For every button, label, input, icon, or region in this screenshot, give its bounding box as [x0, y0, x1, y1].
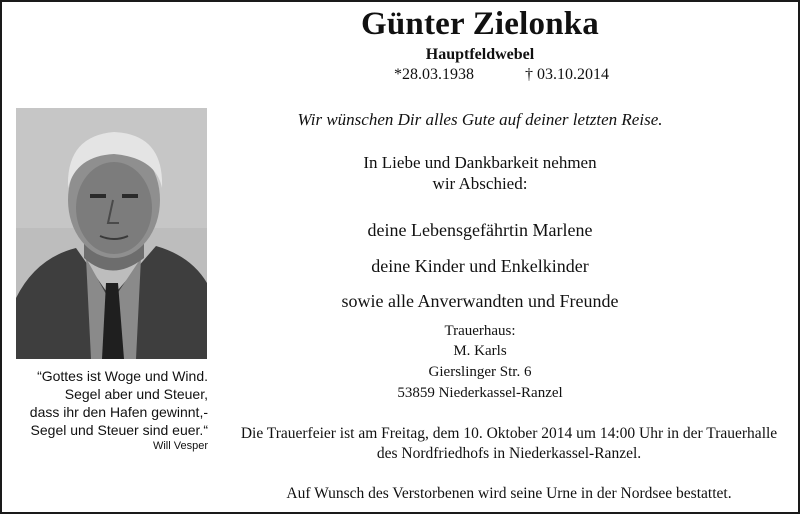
farewell-line-1: In Liebe und Dankbarkeit nehmen — [363, 153, 597, 172]
mourner-relatives: sowie alle Anverwandten und Freunde — [341, 291, 619, 311]
quote-line: Segel aber und Steuer, — [64, 386, 208, 402]
ceremony-line-1: Die Trauerfeier ist am Freitag, dem 10. Oktober 2014 um 14:00 Uhr in der Trauerhalle — [240, 425, 778, 442]
mourner-partner: deine Lebensgefährtin Marlene — [367, 220, 593, 240]
house-label: Trauerhaus: — [444, 323, 516, 339]
death-date: † 03.10.2014 — [525, 66, 609, 83]
birth-date: *28.03.1938 — [394, 66, 474, 83]
house-street: Gierslinger Str. 6 — [428, 364, 532, 380]
house-name: M. Karls — [453, 343, 507, 359]
portrait-photo — [16, 108, 207, 359]
quote-line: “Gottes ist Woge und Wind. — [37, 368, 208, 384]
poem-quote — [10, 367, 208, 439]
quote-line: Segel und Steuer sind euer.“ — [30, 422, 208, 438]
mourner-children: deine Kinder und Enkelkinder — [371, 256, 589, 276]
urn-note: Auf Wunsch des Verstorbenen wird seine Urne in der Nordsee bestattet. — [286, 485, 732, 502]
farewell-line-2: wir Abschied: — [432, 174, 528, 193]
ceremony-line-2: des Nordfriedhofs in Niederkassel-Ranzel. — [376, 445, 642, 462]
motto-text: Wir wünschen Dir alles Gute auf deiner letzten Reise. — [297, 110, 663, 129]
deceased-name: Günter Zielonka — [360, 6, 599, 42]
quote-author: Will Vesper — [152, 440, 208, 452]
quote-line: dass ihr den Hafen gewinnt,- — [29, 404, 208, 420]
house-city: 53859 Niederkassel-Ranzel — [397, 385, 563, 401]
deceased-rank: Hauptfeldwebel — [425, 46, 535, 63]
